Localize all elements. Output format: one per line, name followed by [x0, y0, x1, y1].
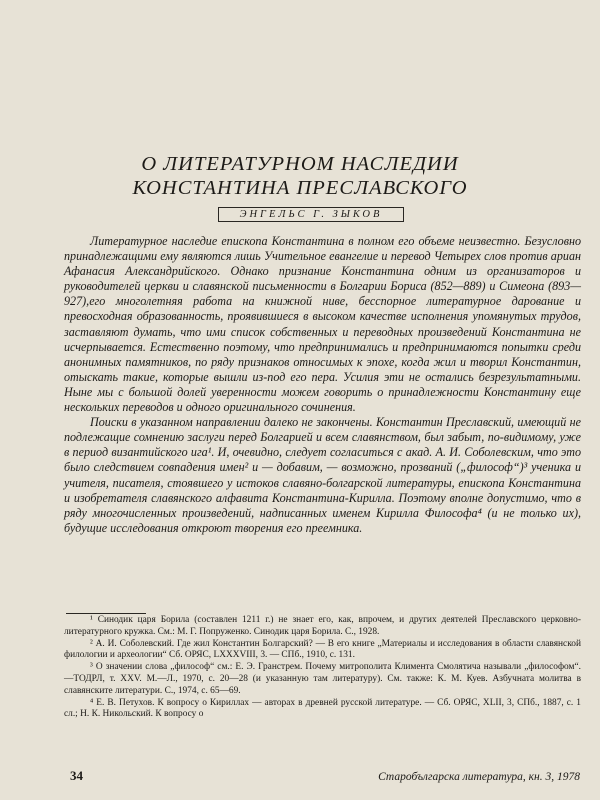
article-body	[64, 234, 581, 536]
author-name: ЭНГЕЛЬС Г. ЗЫКОВ	[218, 207, 404, 222]
body-paragraph-2: Поиски в указанном направлении далеко не закончены. Константин Преславский, имеющий не подлежащие сомнению заслуги перед Болгарией и всем славянством, был забыт, по-видимому, уже в период византийского ига¹. И, очевидно, следует согласиться с акад. А. И. Соболевским, что это было следствием совпадения имен² и — добавим, — возможно, прозваний („философ“)³ ученика и учителя, писателя, стоявшего у истоков славяно-болгарской литературы, епископа Константина и изобретателя славянского алфавита Константина-Кирилла. Поэтому вполне допустимо, что в ряду многочисленных произведений, надписанных именем Кирилла Философа⁴ (и не только их), будущие исследования откроют творения его преемника.	[64, 415, 581, 535]
footnote-2: ² А. И. Соболевский. Где жил Константин Болгарский? — В его книге „Материалы и исследования в области славянской филологии и археологии“ Сб. ОРЯС, LXXXVIII, 3. — СПб., 1910, с. 131.	[64, 638, 581, 661]
running-footer: Старобългарска литература, кн. 3, 1978	[378, 771, 580, 783]
footnote-3: ³ О значении слова „философ“ см.: Е. Э. Гранстрем. Почему митрополита Климента Смолятича называли „философом“. —ТОДРЛ, т. XXV. М.—Л., 1970, с. 20—28 (и указанную там литературу). См. также: К. М. Куев. Азбучната молитва в славянските литератури. С., 1974, с. 65—69.	[64, 662, 581, 696]
footnotes	[64, 615, 581, 721]
footnote-divider	[66, 613, 146, 614]
footnote-4: ⁴ Е. В. Петухов. К вопросу о Кириллах — авторах в древней русской литературе. — Сб. ОРЯС, XLII, 3, СПб., 1887, с. 1 сл.; Н. К. Никольский. К вопросу о	[64, 697, 581, 720]
footnote-1: ¹ Синодик царя Борила (составлен 1211 г.) не знает его, как, впрочем, и других деятелей Преславского церковно-литературного кружка. См.: М. Г. Попруженко. Синодик царя Борила. С., 1928.	[64, 615, 581, 637]
body-paragraph-1: Литературное наследие епископа Константина в полном его объеме неизвестно. Безусловно принадлежащими ему являются лишь Учительное евангелие и перевод Четырех слов против ариан Афанасия Александрийского. Однако признание Константина одним из организаторов и руководителей церкви и славянской письменности в Болгарии Бориса (852—889) и Симеона (893—927),его многолетняя работа на книжной ниве, бесспорное литературное дарование и превосходная образованность, проявившиеся в высоком качестве исполнения упомянутых трудов, заставляют думать, что ими список собственных и переводных произведений Константина не исчерпывается. Естественно поэтому, что предпринимались и предпринимаются попытки среди анонимных памятников, по ряду признаков относимых к эпохе, когда жил и творил Константин, отыскать такие, которые вышли из-под его пера. Усилия эти не остались безрезультатными. Ныне мы с большой долей уверенности можем говорить о принадлежности Константину еще нескольких переводов и одного оригинального сочинения.	[64, 234, 581, 415]
article-title	[0, 152, 600, 200]
title-line-1: О ЛИТЕРАТУРНОМ НАСЛЕДИИ	[141, 153, 459, 175]
title-line-2: КОНСТАНТИНА ПРЕСЛАВСКОГО	[132, 177, 468, 199]
page-number: 34	[70, 768, 83, 783]
